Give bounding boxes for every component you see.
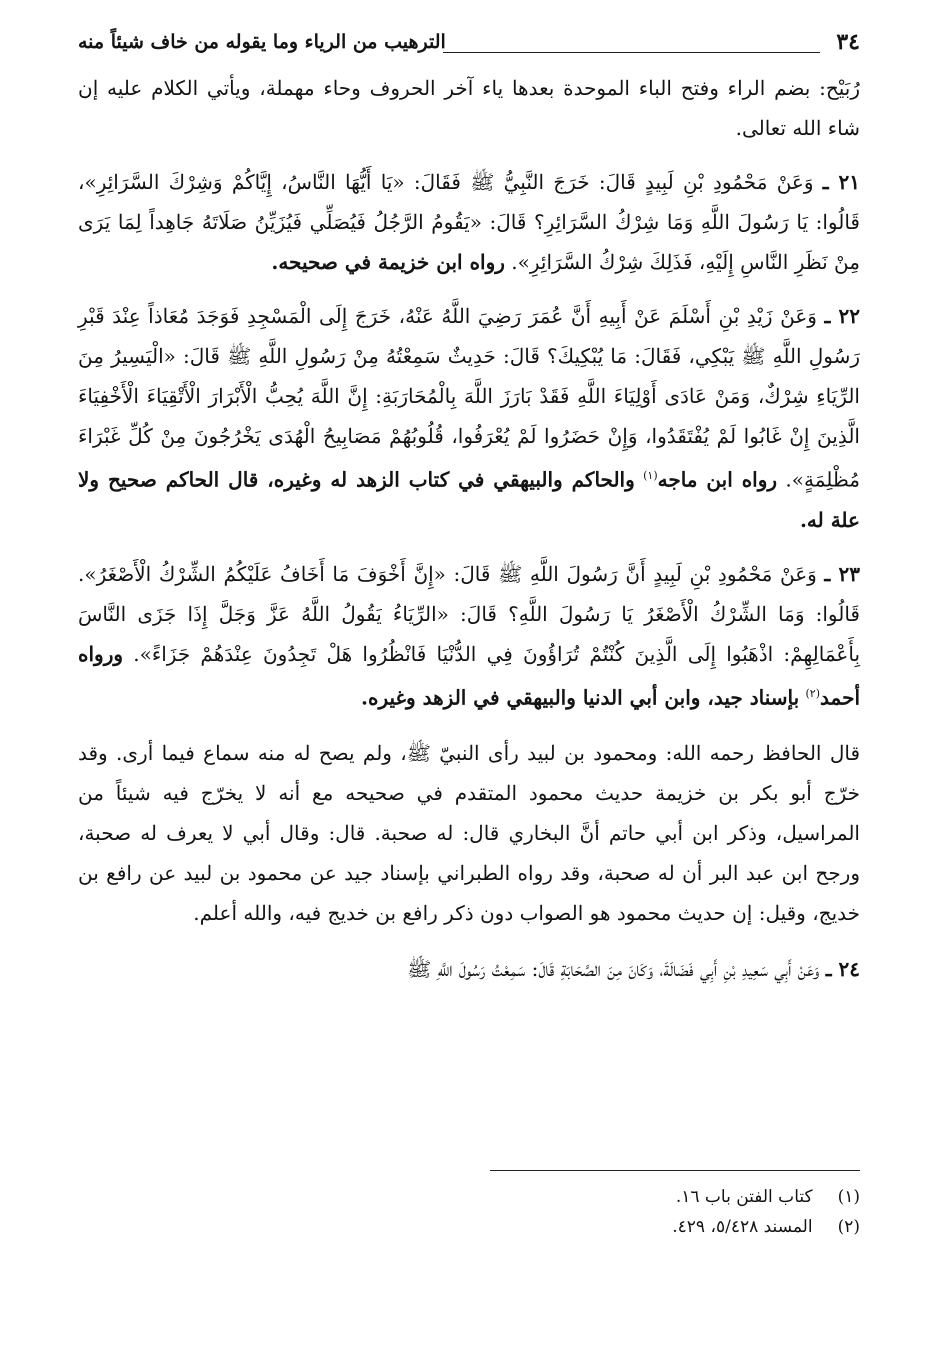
hadith-21 <box>78 162 860 282</box>
hadith-text: وَعَنْ زَيْدِ بْنِ أَسْلَمَ عَنْ أَبِيهِ أَنَّ عُمَرَ رَضِيَ اللَّهُ عَنْهُ، خَرَجَ إِلَى الْمَسْجِدِ فَوَجَدَ مُعَاذاً عِنْدَ قَبْرِ رَسُولِ اللَّهِ ﷺ يَبْكِي، فَقَالَ: مَا يُبْكِيكَ؟ قَالَ: حَدِيثٌ سَمِعْتُهُ مِنْ رَسُولِ اللَّهِ ﷺ قَالَ: «الْيَسِيرُ مِنَ الرِّيَاءِ شِرْكٌ، وَمَنْ عَادَى أَوْلِيَاءَ اللَّهِ فَقَدْ بَارَزَ اللَّهَ بِالْمُحَارَبَةِ: إِنَّ اللَّهَ يُحِبُّ الْأَبْرَارَ الْأَتْقِيَاءَ الْأَخْفِيَاءَ الَّذِينَ إِنْ غَابُوا لَمْ يُفْتَقَدُوا، وَإِنْ حَضَرُوا لَمْ يُعْرَفُوا، قُلُوبُهُمْ مَصَابِيحُ الْهُدَى يَخْرُجُونَ مِنْ كُلِّ غَبْرَاءَ مُظْلِمَةٍ». <box>78 304 861 492</box>
hadith-number: ٢١ ـ <box>822 170 860 194</box>
footnote-rule <box>490 1170 860 1171</box>
header-rule <box>443 52 820 53</box>
hadith-source: ورواه أحمد <box>78 641 860 710</box>
footnote-reference: (١) <box>643 469 658 482</box>
hadith-number: ٢٣ ـ <box>824 561 860 586</box>
hadith-source-continued: بإسناد جيد، وابن أبي الدنيا والبيهقي في الزهد وغيره. <box>361 685 800 710</box>
page-number: ٣٤ <box>836 29 860 55</box>
footnote-reference: (٢) <box>805 686 821 700</box>
hadith-number: ٢٤ ـ <box>825 957 860 982</box>
hadith-text: وَعَنْ أَبِي سَعِيدِ بْنِ أَبِي فَضَالَةَ، وَكَانَ مِنَ الصَّحَابَةِ قَالَ: سَمِعْتُ رَسُولَ اللَّهِ ﷺ <box>407 957 820 982</box>
footnote-text: كتاب الفتن باب ١٦. <box>675 1187 813 1207</box>
footnote-mark: (٢) <box>837 1217 860 1237</box>
hadith-source-continued: والحاكم والبيهقي في كتاب الزهد له وغيره، قال الحاكم صحيح ولا علة له. <box>78 467 860 532</box>
footnote-text: المسند ٥/٤٢٨، ٤٢٩. <box>672 1217 813 1237</box>
hadith-number: ٢٢ ـ <box>824 304 860 328</box>
footnotes <box>78 1182 860 1242</box>
hadith-23 <box>78 554 860 718</box>
page-header <box>78 22 860 62</box>
book-page <box>78 22 860 1342</box>
running-title: الترهيب من الرياء وما يقوله من خاف شيئاً منه <box>78 31 446 53</box>
hadith-source: رواه ابن خزيمة في صحيحه. <box>271 250 505 274</box>
hadith-source: رواه ابن ماجه <box>657 467 778 492</box>
hadith-text: وَعَنْ مَحْمُودِ بْنِ لَبِيدٍ قَالَ: خَرَجَ النَّبِيُّ ﷺ فَقَالَ: «يَا أَيُّهَا النَّاسُ، إِيَّاكُمْ وَشِرْكَ السَّرَائِرِ»، قَالُوا: يَا رَسُولَ اللَّهِ وَمَا شِرْكُ السَّرَائِرِ؟ قَالَ: «يَقُومُ الرَّجُلُ فَيُصَلِّي فَيُزَيِّنُ صَلَاتَهُ جَاهِداً لِمَا يَرَى مِنْ نَظَرِ النَّاسِ إِلَيْهِ، فَذَلِكَ شِرْكُ السَّرَائِرِ». <box>78 170 860 274</box>
footnote-1 <box>78 1182 860 1212</box>
hadith-22 <box>78 296 860 540</box>
footnote-mark: (١) <box>837 1187 860 1207</box>
commentary-paragraph: قال الحافظ رحمه الله: ومحمود بن لبيد رأى النبيّ ﷺ، ولم يصح له منه سماع فيما أرى. وقد خرّج أبو بكر بن خزيمة حديث محمود المتقدم في صحيحه مع أنه لا يخرّج فيه شيئاً من المراسيل، وذكر ابن أبي حاتم أنَّ البخاري قال: له صحبة. قال: وقال أبي لا يعرف له صحبة، ورجح ابن عبد البر أن له صحبة، وقد رواه الطبراني بإسناد جيد عن محمود بن لبيد عن رافع بن خديج، وقيل: إن حديث محمود هو الصواب دون ذكر رافع بن خديج فيه، والله أعلم. <box>78 741 860 926</box>
hadith-24 <box>78 949 860 989</box>
hadith-text: وَعَنْ مَحْمُودِ بْنِ لَبِيدٍ أَنَّ رَسُولَ اللَّهِ ﷺ قَالَ: «إِنَّ أَخْوَفَ مَا أَخَافُ عَلَيْكُمُ الشِّرْكُ الْأَصْغَرُ». قَالُوا: وَمَا الشِّرْكُ الْأَصْغَرُ يَا رَسُولَ اللَّهِ؟ قَالَ: «الرِّيَاءُ يَقُولُ اللَّهُ عَزَّ وَجَلَّ إِذَا جَزَى النَّاسَ بِأَعْمَالِهِمْ: اذْهَبُوا إِلَى الَّذِينَ كُنْتُمْ تُرَاؤُونَ فِي الدُّنْيَا فَانْظُرُوا هَلْ تَجِدُونَ عِنْدَهُمْ جَزَاءً». <box>78 561 861 666</box>
footnote-2 <box>78 1212 860 1242</box>
glossary-note: رُبَيْح: بضم الراء وفتح الباء الموحدة بعدها ياء آخر الحروف وحاء مهملة، ويأتي الكلام عليه إن شاء الله تعالى. <box>78 76 860 140</box>
